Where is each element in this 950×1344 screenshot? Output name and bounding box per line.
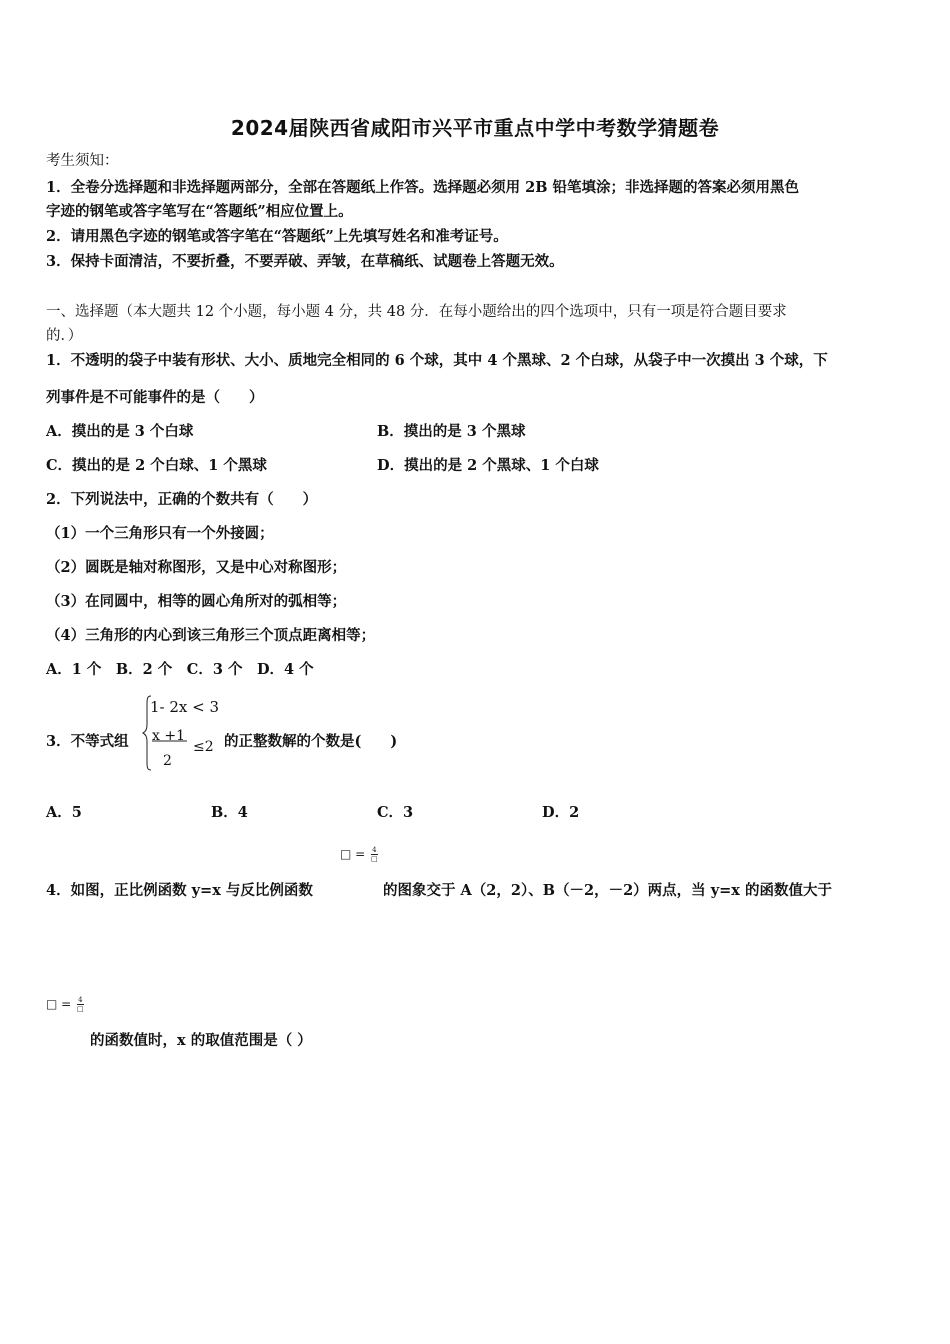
formula-fraction-2 (77, 996, 84, 1013)
formula-numerator: 4 (372, 846, 377, 854)
q2-statement-2: （2）圆既是轴对称图形，又是中心对称图形； (46, 559, 347, 576)
q2-stem: 2．下列说法中，正确的个数共有（ ） (46, 491, 318, 508)
page-title: 2024届陕西省咸阳市兴平市重点中学中考数学猜题卷 (230, 116, 720, 140)
formula-denominator: □ (371, 855, 378, 863)
q2-statement-1: （1）一个三角形只有一个外接圆； (46, 525, 274, 542)
q3-option-b: B．4 (211, 804, 248, 821)
q1-option-b: B．摸出的是 3 个黑球 (377, 423, 526, 440)
q1-option-d: D．摸出的是 2 个黑球、1 个白球 (377, 457, 599, 474)
q1-stem-line-2: 列事件是不可能事件的是（ ） (46, 389, 264, 406)
formula-fraction (371, 846, 378, 863)
formula-lhs: □ = (340, 847, 366, 861)
notice-line-2: 2．请用黑色字迹的钢笔或答字笔在“答题纸”上先填写姓名和准考证号。 (46, 228, 508, 245)
notice-line-3: 3．保持卡面清洁，不要折叠，不要弄破、弄皱，在草稿纸、试题卷上答题无效。 (46, 253, 564, 270)
q3-option-a: A．5 (46, 804, 82, 821)
q4-inverse-function-formula (340, 846, 378, 863)
formula-numerator-2: 4 (78, 996, 83, 1004)
q1-option-c: C．摸出的是 2 个白球、1 个黑球 (46, 457, 267, 474)
q2-statement-3: （3）在同圆中，相等的圆心角所对的弧相等； (46, 593, 347, 610)
notice-line-1: 1．全卷分选择题和非选择题两部分，全部在答题纸上作答。选择题必须用 2B 铅笔填涂；非选择题的答案必须用黑色 (46, 179, 800, 196)
q3-inequality-2-relation: ≤2 (193, 739, 214, 755)
q3-option-c: C．3 (377, 804, 414, 821)
q1-stem-line-1: 1．不透明的袋子中装有形状、大小、质地完全相同的 6 个球，其中 4 个黑球、2 个白球，从袋子中一次摸出 3 个球，下 (46, 352, 828, 369)
q2-statement-4: （4）三角形的内心到该三角形三个顶点距离相等； (46, 627, 376, 644)
q3-option-d: D．2 (542, 804, 580, 821)
q3-inequality-1: 1- 2x < 3 (150, 698, 220, 716)
q4-stem-part-1: 4．如图，正比例函数 y=x 与反比例函数 (46, 882, 313, 899)
notice-line-1b: 字迹的钢笔或答字笔写在“答题纸”相应位置上。 (46, 203, 353, 220)
q1-option-a: A．摸出的是 3 个白球 (46, 423, 194, 440)
q3-inequality-2-numerator: x +1 (152, 728, 185, 744)
q2-options: A．1 个 B．2 个 C．3 个 D．4 个 (46, 661, 314, 678)
q3-suffix: 的正整数解的个数是( ) (224, 733, 398, 750)
formula-denominator-2: □ (77, 1005, 84, 1013)
q3-prefix: 3．不等式组 (46, 733, 129, 750)
q4-stem-part-3: 的函数值时，x 的取值范围是（ ） (90, 1032, 312, 1049)
formula-lhs-2: □ = (46, 997, 72, 1011)
section-heading-line-2: 的．） (46, 328, 83, 344)
q4-inverse-function-formula-2 (46, 996, 84, 1013)
section-heading-line-1: 一、选择题（本大题共 12 个小题，每小题 4 分，共 48 分．在每小题给出的四个选项中，只有一项是符合题目要求 (46, 304, 787, 320)
q3-inequality-2-denominator: 2 (163, 753, 172, 769)
q4-stem-part-2: 的图象交于 A（2，2）、B（－2，－2）两点，当 y=x 的函数值大于 (383, 882, 832, 899)
notice-heading: 考生须知： (46, 153, 119, 169)
